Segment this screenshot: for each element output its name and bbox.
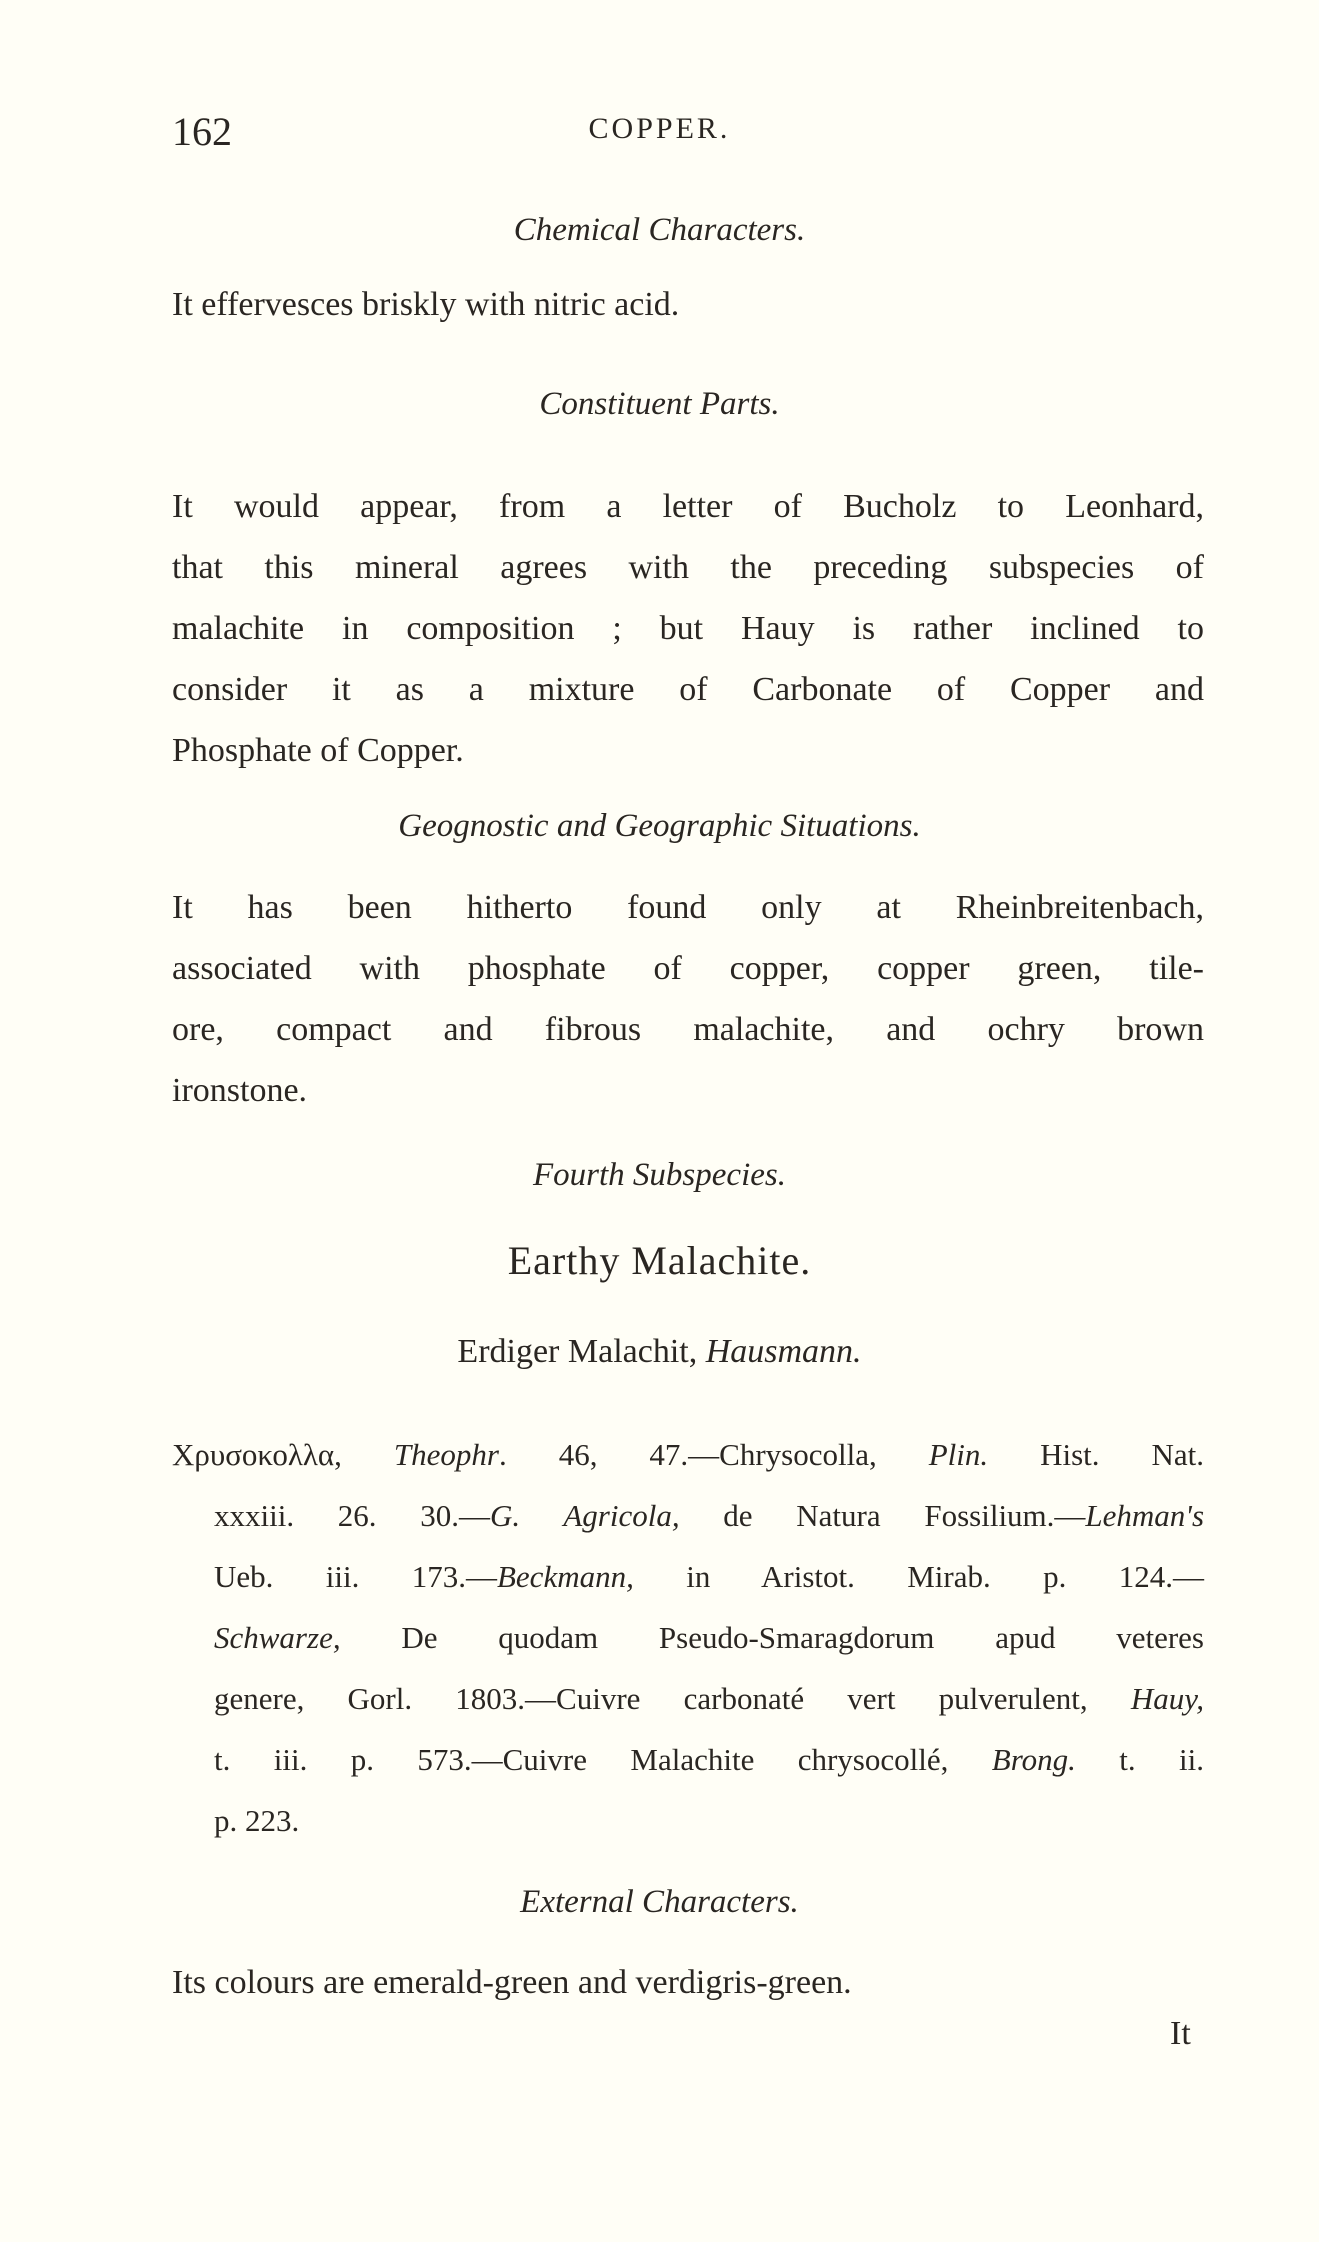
citation-text: De quodam Pseudo-Smaragdorum apud veteres bbox=[340, 1620, 1204, 1655]
citation-text: in Aristot. Mirab. p. 124.— bbox=[633, 1559, 1204, 1594]
text-line: malachite in composition ; but Hauy is rather inclined to bbox=[172, 610, 1204, 647]
citation-line bbox=[172, 1424, 1204, 1485]
paragraph-geognostic bbox=[172, 877, 1204, 1121]
text-line: consider it as a mixture of Carbonate of Copper and bbox=[172, 671, 1204, 708]
citation-text: Χρυσοκολλα, bbox=[172, 1437, 394, 1472]
text-line: ore, compact and fibrous malachite, and ochry brown bbox=[172, 1011, 1204, 1048]
synonym-name: Erdiger Malachit, bbox=[457, 1333, 706, 1370]
synonym-author: Hausmann. bbox=[705, 1333, 862, 1370]
citation-text: t. iii. p. 573.—Cuivre Malachite chrysocollé, bbox=[214, 1742, 992, 1777]
text-line: ironstone. bbox=[172, 1072, 308, 1109]
text-line: Phosphate of Copper. bbox=[172, 732, 464, 769]
text-line: It has been hitherto found only at Rheinbreitenbach, bbox=[172, 889, 1204, 926]
citations-block bbox=[172, 1424, 1204, 1851]
text-line: Its colours are emerald-green and verdigris-green. bbox=[172, 1964, 852, 2001]
citation-italic: Schwarze, bbox=[214, 1620, 341, 1655]
citation-italic: Theophr bbox=[393, 1437, 499, 1472]
citation-italic: G. Agricola, bbox=[490, 1498, 680, 1533]
citation-text: xxxiii. 26. 30.— bbox=[214, 1498, 491, 1533]
citation-italic: Beckmann, bbox=[496, 1559, 634, 1594]
heading-fourth-subspecies: Fourth Subspecies. bbox=[533, 1157, 786, 1193]
citation-text: . 46, 47.—Chrysocolla, bbox=[498, 1437, 929, 1472]
text-line: It would appear, from a letter of Bucholz to Leonhard, bbox=[172, 488, 1204, 525]
heading-external-characters: External Characters. bbox=[520, 1884, 799, 1920]
citation-italic: Brong. bbox=[991, 1742, 1076, 1777]
citation-italic: Lehman's bbox=[1085, 1498, 1205, 1533]
citation-line bbox=[172, 1790, 1204, 1851]
paragraph-constituent bbox=[172, 476, 1204, 781]
citation-line bbox=[172, 1485, 1204, 1546]
text-line: that this mineral agrees with the preceding subspecies of bbox=[172, 549, 1204, 586]
citation-text: Ueb. iii. 173.— bbox=[214, 1559, 497, 1594]
citation-text: t. ii. bbox=[1075, 1742, 1204, 1777]
running-title: COPPER. bbox=[588, 112, 731, 145]
citation-text: genere, Gorl. 1803.—Cuivre carbonaté vert pulverulent, bbox=[214, 1681, 1131, 1716]
citation-italic: Hauy, bbox=[1130, 1681, 1204, 1716]
citation-line bbox=[172, 1668, 1204, 1729]
heading-geognostic: Geognostic and Geographic Situations. bbox=[398, 808, 921, 844]
citation-text: p. 223. bbox=[214, 1803, 300, 1838]
citation-line bbox=[172, 1729, 1204, 1790]
citation-line bbox=[172, 1546, 1204, 1607]
citation-text: de Natura Fossilium.— bbox=[679, 1498, 1086, 1533]
page-number: 162 bbox=[172, 109, 232, 154]
synonym-line bbox=[0, 1333, 1319, 1371]
catchword: It bbox=[1170, 2015, 1191, 2052]
heading-constituent-parts: Constituent Parts. bbox=[539, 386, 780, 422]
citation-italic: Plin. bbox=[928, 1437, 989, 1472]
citation-text: Hist. Nat. bbox=[988, 1437, 1205, 1472]
paragraph-chemical bbox=[172, 274, 1204, 335]
citation-line bbox=[172, 1607, 1204, 1668]
heading-chemical-characters: Chemical Characters. bbox=[513, 212, 806, 248]
text-line: associated with phosphate of copper, copper green, tile- bbox=[172, 950, 1204, 987]
paragraph-external bbox=[172, 1952, 1204, 2013]
text-line: It effervesces briskly with nitric acid. bbox=[172, 286, 680, 323]
subspecies-title: Earthy Malachite. bbox=[507, 1238, 812, 1283]
